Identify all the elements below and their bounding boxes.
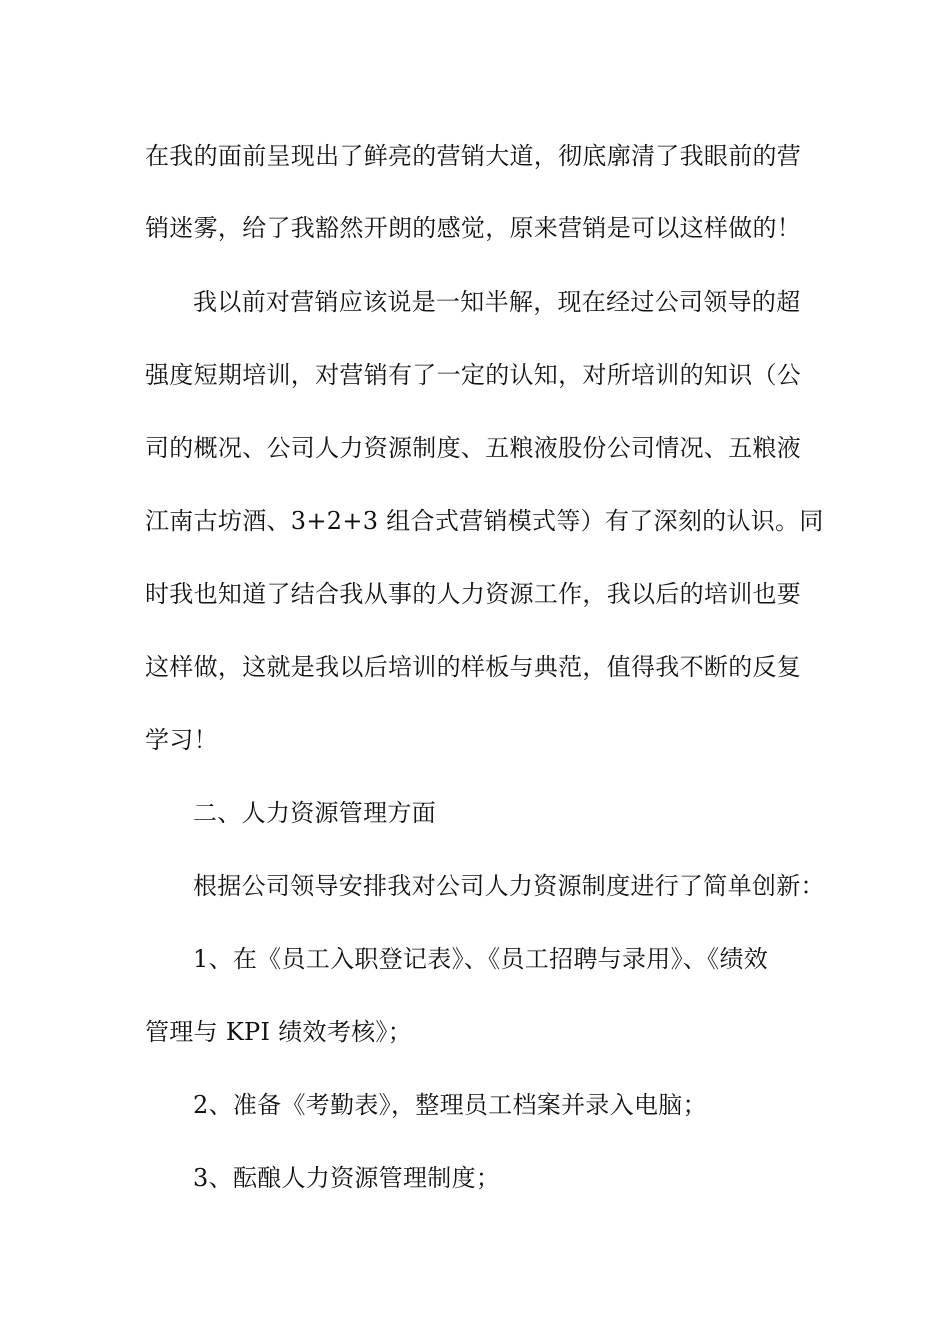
text-line-7: 时我也知道了结合我从事的人力资源工作，我以后的培训也要 — [145, 580, 802, 608]
text-line-9: 学习！ — [145, 726, 218, 754]
list-item-1-continued: 管理与 KPI 绩效考核》； — [145, 1018, 413, 1046]
section-heading: 二、人力资源管理方面 — [193, 799, 436, 827]
text-line-5: 司的概况、公司人力资源制度、五粮液股份公司情况、五粮液 — [145, 434, 802, 462]
text-line-8: 这样做，这就是我以后培训的样板与典范，值得我不断的反复 — [145, 653, 802, 681]
text-line-2: 销迷雾，给了我豁然开朗的感觉，原来营销是可以这样做的！ — [145, 214, 802, 242]
text-line-6: 江南古坊酒、3+2+3 组合式营销模式等）有了深刻的认识。同 — [145, 507, 824, 535]
paragraph-start-line: 根据公司领导安排我对公司人力资源制度进行了简单创新： — [193, 872, 825, 900]
list-item-2: 2、准备《考勤表》，整理员工档案并录入电脑； — [193, 1091, 707, 1119]
list-item-3: 3、酝酿人力资源管理制度； — [193, 1164, 501, 1192]
text-line-4: 强度短期培训，对营销有了一定的认知，对所培训的知识（公 — [145, 361, 802, 389]
text-line-1: 在我的面前呈现出了鲜亮的营销大道，彻底廓清了我眼前的营 — [145, 142, 802, 170]
paragraph-start-line: 我以前对营销应该说是一知半解，现在经过公司领导的超 — [193, 288, 801, 316]
list-item-1: 1、在《员工入职登记表》、《员工招聘与录用》、《绩效 — [193, 945, 769, 973]
